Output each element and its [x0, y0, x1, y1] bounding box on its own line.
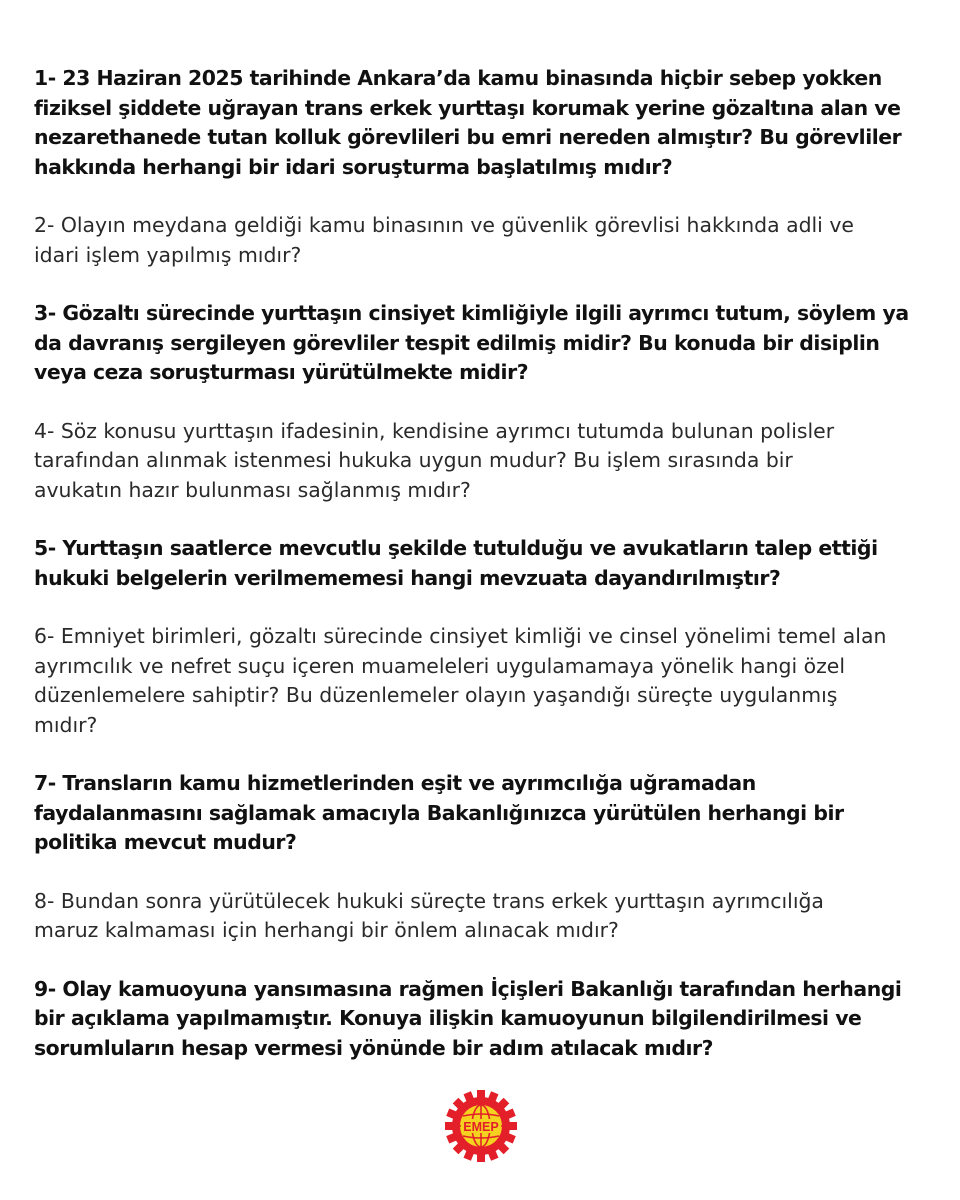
question-7: 7- Transların kamu hizmetlerinden eşit ve ayrımcılığa uğramadan faydalanmasını sağlamak amacıyla Bakanlığınızca yürütülen herhangi bir politika mevcut mudur? — [34, 771, 844, 854]
question-8: 8- Bundan sonra yürütülecek hukuki süreçte trans erkek yurttaşın ayrımcılığa maruz kalmaması için herhangi bir önlem alınacak mıdır? — [34, 888, 824, 942]
question-6: 6- Emniyet birimleri, gözaltı sürecinde cinsiyet kimliği ve cinsel yönelimi temel alan ayrımcılık ve nefret suçu içeren muameleleri uygulamamaya yönelik hangi özel düzenlemelere sahiptir? Bu düzenlemeler olayın yaşandığı süreçte uygulanmış mıdır? — [34, 624, 887, 737]
question-5: 5- Yurttaşın saatlerce mevcutlu şekilde tutulduğu ve avukatların talep ettiği hukuki belgelerin verilmememesi hangi mevzuata dayandırılmıştır? — [34, 536, 878, 590]
question-3: 3- Gözaltı sürecinde yurttaşın cinsiyet kimliğiyle ilgili ayrımcı tutum, söylem ya da davranış sergileyen görevliler tespit edilmiş midir? Bu konuda bir disiplin veya ceza soruşturması yürütülmekte midir? — [34, 301, 909, 384]
question-2: 2- Olayın meydana geldiği kamu binasının ve güvenlik görevlisi hakkında adli ve idari işlem yapılmış mıdır? — [34, 213, 854, 267]
emep-gear-globe-icon — [443, 1088, 519, 1164]
question-1: 1- 23 Haziran 2025 tarihinde Ankara’da kamu binasında hiçbir sebep yokken fiziksel şiddete uğrayan trans erkek yurttaşı korumak yerine gözaltına alan ve nezarethanede tutan kolluk görevlileri bu emri nereden almıştır? Bu görevliler hakkında herhangi bir idari soruşturma başlatılmış mıdır? — [34, 66, 902, 179]
question-9: 9- Olay kamuoyuna yansımasına rağmen İçişleri Bakanlığı tarafından herhangi bir açıklama yapılmamıştır. Konuya ilişkin kamuoyunun bilgilendirilmesi ve sorumluların hesap vermesi yönünde bir adım atılacak mıdır? — [34, 976, 902, 1060]
questions-list — [34, 64, 929, 1063]
question-4: 4- Söz konusu yurttaşın ifadesinin, kendisine ayrımcı tutumda bulunan polisler tarafından alınmak istenmesi hukuka uygun mudur? Bu işlem sırasında bir avukatın hazır bulunması sağlanmış mıdır? — [34, 418, 835, 502]
emep-logo — [443, 1088, 519, 1164]
logo-text: EMEP — [463, 1120, 499, 1134]
